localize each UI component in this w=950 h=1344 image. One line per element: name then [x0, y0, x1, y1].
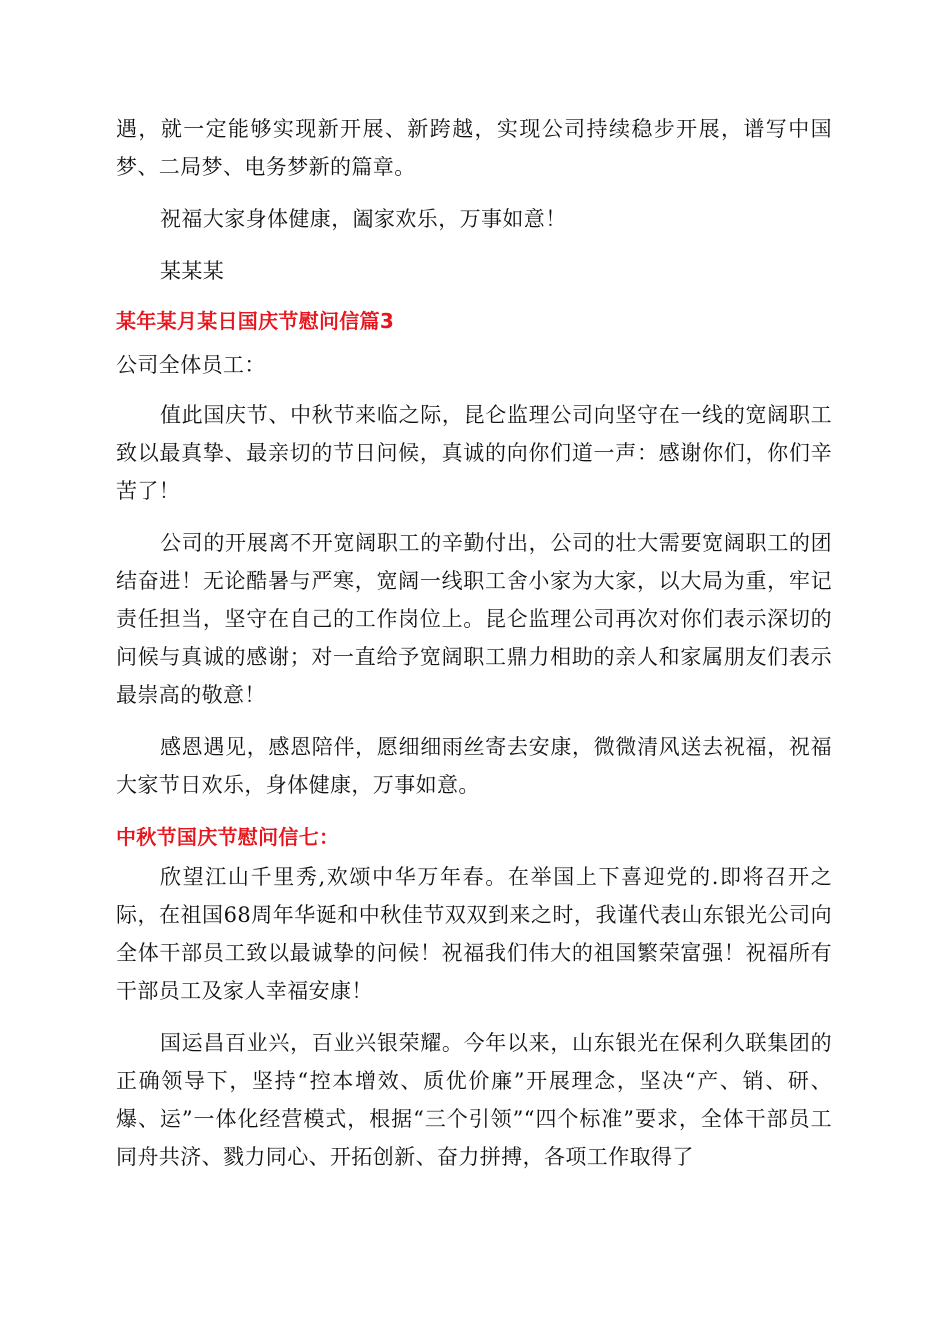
section-heading-7: 中秋节国庆节慰问信七：	[116, 825, 340, 849]
paragraph-wishes: 感恩遇见，感恩陪伴，愿细细雨丝寄去安康，微微清风送去祝福，祝福大家节日欢乐，身体健康，万事如意。	[116, 735, 832, 797]
document-body	[116, 110, 832, 1176]
paragraph-greeting: 值此国庆节、中秋节来临之际，昆仑监理公司向坚守在一线的宽阔职工致以最真挚、最亲切的节日问候，真诚的向你们道一声：感谢你们，你们辛苦了！	[116, 403, 832, 503]
salutation: 公司全体员工：	[116, 353, 266, 377]
paragraph-closing-wish: 遇，就一定能够实现新开展、新跨越，实现公司持续稳步开展，谱写中国梦、二局梦、电务梦新的篇章。	[116, 117, 832, 179]
signature: 某某某	[160, 259, 225, 283]
paragraph-thanks: 公司的开展离不开宽阔职工的辛勤付出，公司的壮大需要宽阔职工的团结奋进！无论酷暑与严寒，宽阔一线职工舍小家为大家，以大局为重，牢记责任担当，坚守在自己的工作岗位上。昆仑监理公司再次对你们表示深切的问候与真诚的感谢；对一直给予宽阔职工鼎力相助的亲人和家属朋友们表示最崇高的敬意！	[116, 531, 832, 707]
section-heading-3: 某年某月某日国庆节慰问信篇3	[116, 309, 395, 333]
paragraph-progress: 国运昌百业兴，百业兴银荣耀。今年以来，山东银光在保利久联集团的正确领导下，坚持“控本增效、质优价廉”开展理念，坚决“产、销、研、爆、运”一体化经营模式，根据“三个引领”“四个标准”要求，全体干部员工同舟共济、戮力同心、开拓创新、奋力拼搏，各项工作取得了	[116, 1031, 832, 1169]
paragraph-blessing: 祝福大家身体健康，阖家欢乐，万事如意！	[160, 207, 567, 231]
paragraph-celebration: 欣望江山千里秀,欢颂中华万年春。在举国上下喜迎党的.即将召开之际，在祖国68周年华诞和中秋佳节双双到来之时，我谨代表山东银光公司向全体干部员工致以最诚挚的问候！祝福我们伟大的祖国繁荣富强！祝福所有干部员工及家人幸福安康！	[116, 865, 832, 1003]
